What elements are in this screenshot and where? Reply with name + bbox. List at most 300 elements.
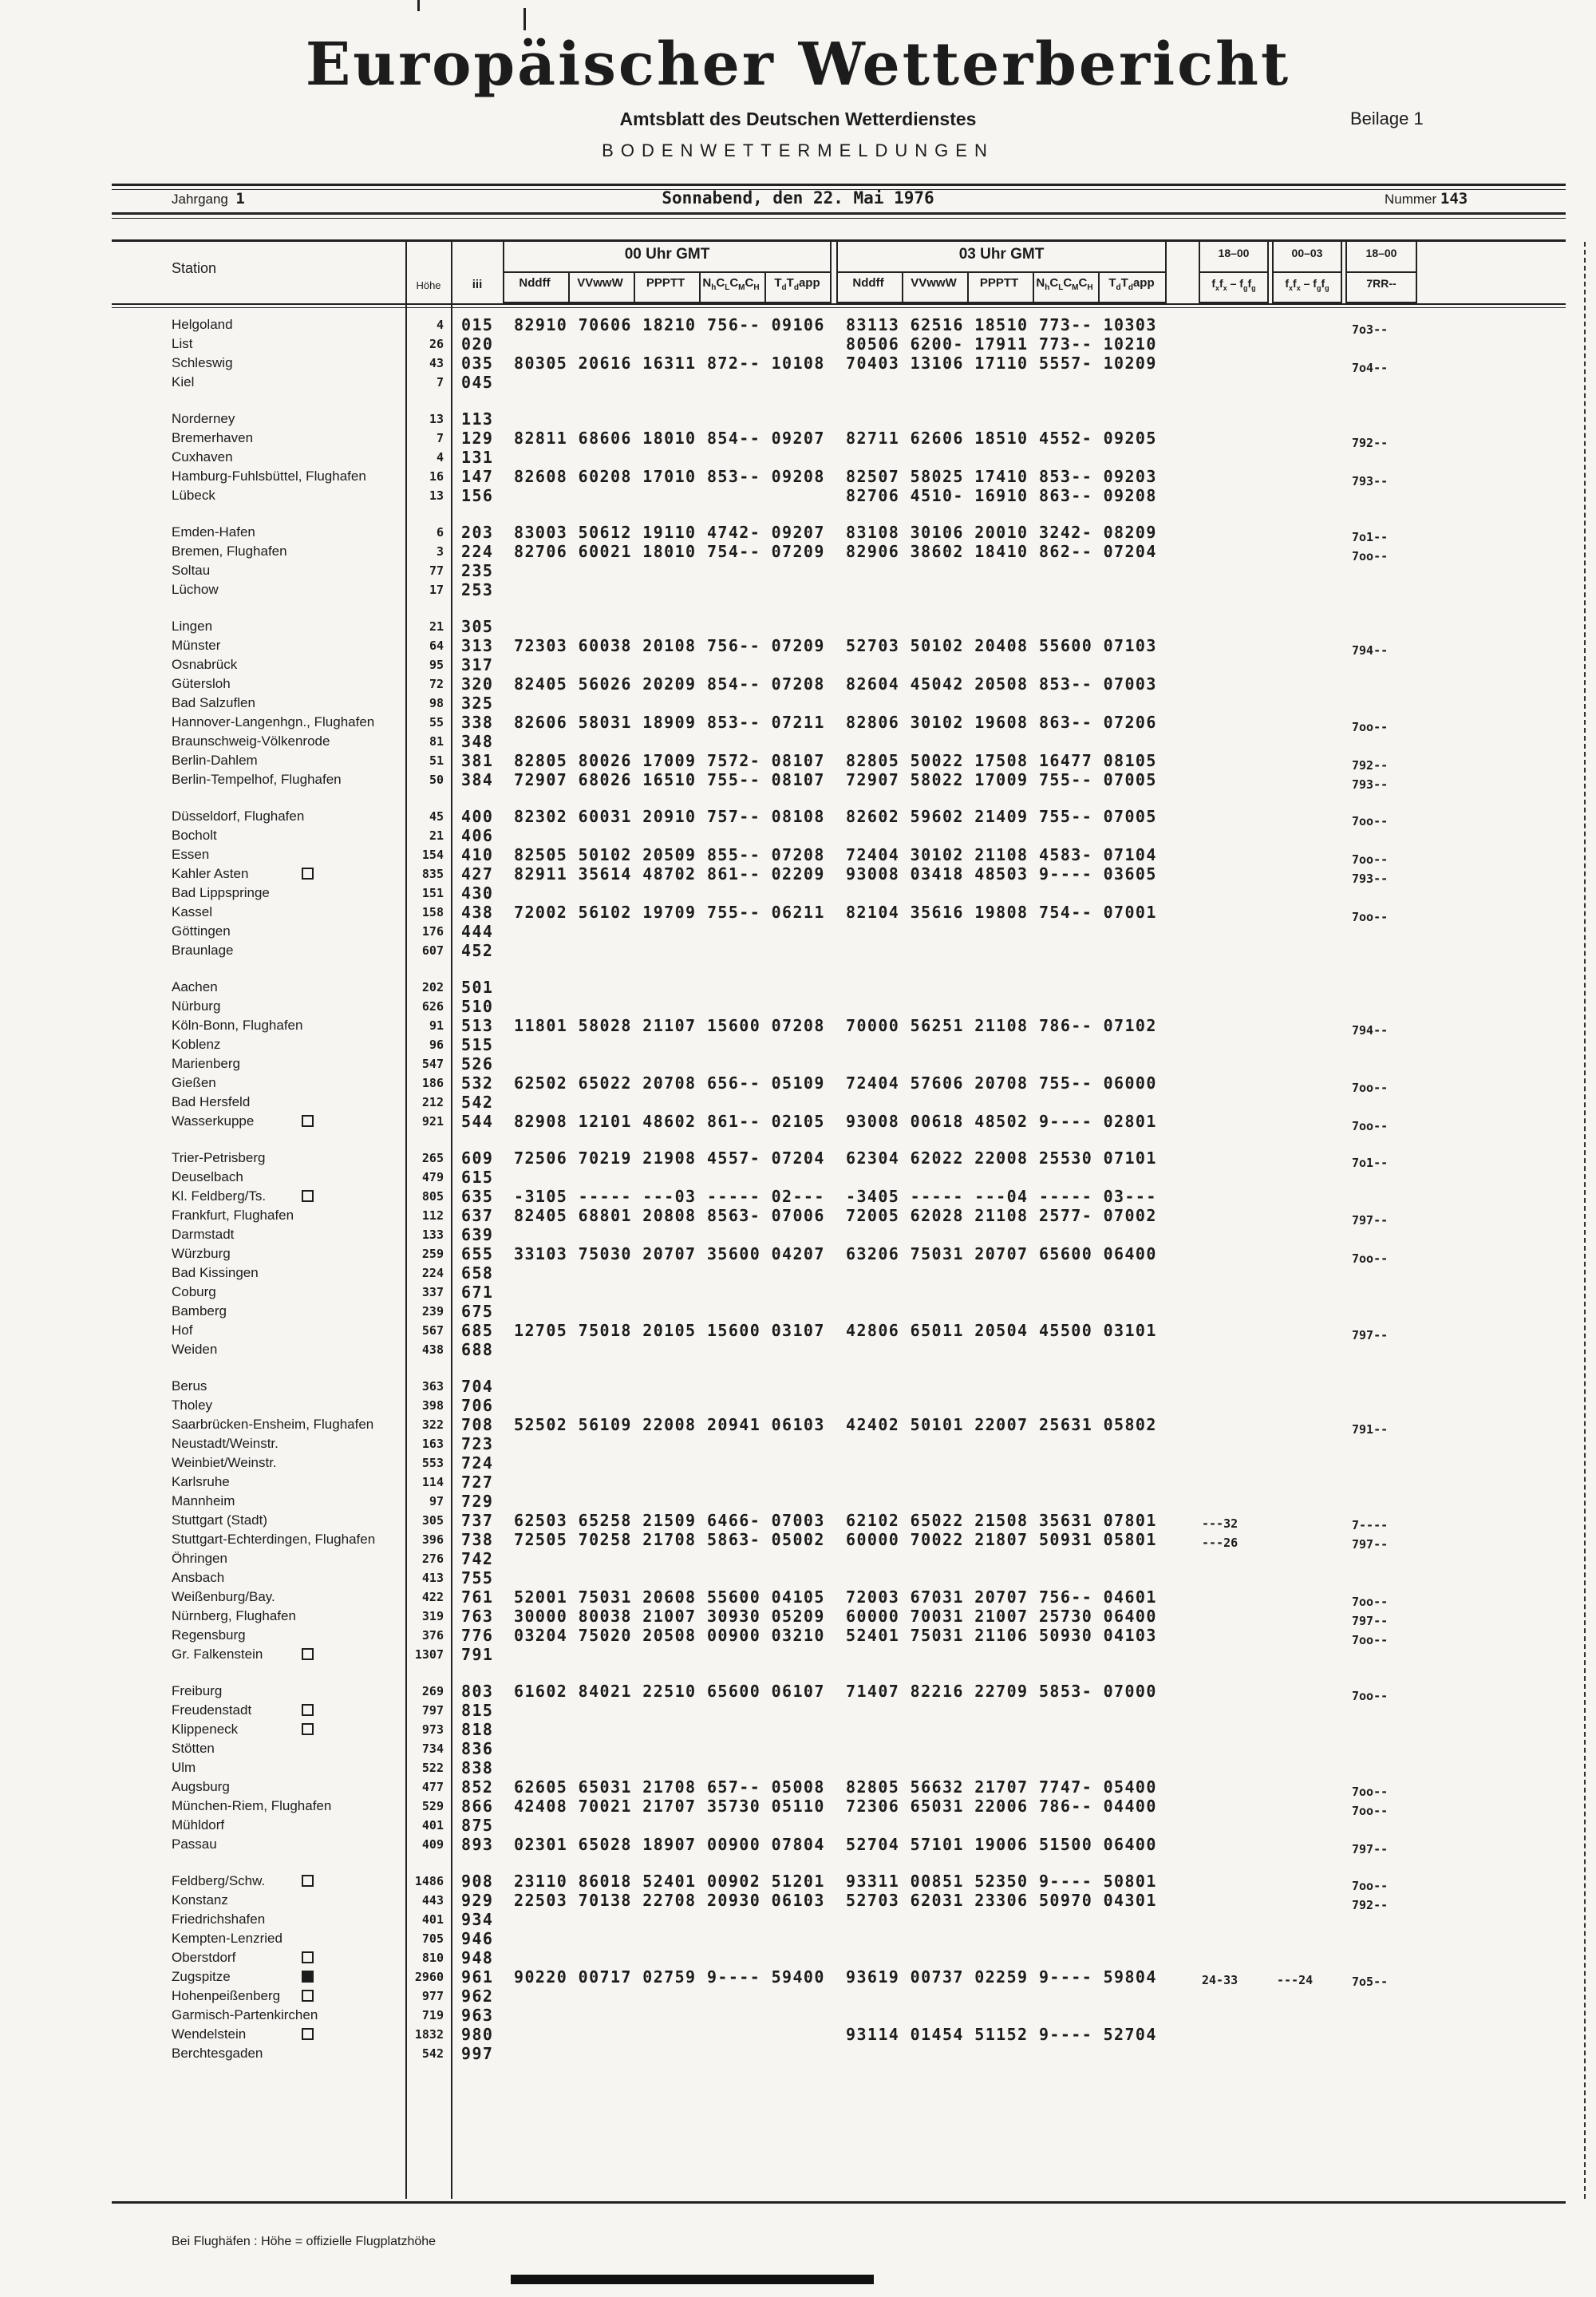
precip-7rr: 7oo--: [1352, 1785, 1389, 1799]
station-name: Friedrichshafen: [172, 1912, 266, 1927]
station-number: 708: [461, 1415, 494, 1434]
table-row: [112, 1396, 1566, 1415]
group-gap: [112, 1664, 1566, 1682]
code-header-fxfg: [1272, 277, 1342, 292]
table-row: [112, 1340, 1566, 1359]
obs-00-gmt: 82811 68606 18010 854-- 09207: [514, 429, 825, 448]
station-elevation: 607: [421, 943, 444, 958]
station-name: Wendelstein: [172, 2026, 247, 2042]
station-number: 020: [461, 334, 494, 354]
obs-00-gmt: 30000 80038 21007 30930 05209: [514, 1607, 825, 1626]
precip-7rr: 793--: [1352, 777, 1389, 792]
table-bottom-rule: [112, 2201, 1566, 2204]
station-name: Mühldorf: [172, 1817, 225, 1832]
table-row: [112, 580, 1566, 599]
obs-00-gmt: 72303 60038 20108 756-- 07209: [514, 636, 825, 655]
table-row: [112, 1206, 1566, 1228]
station-elevation: 626: [421, 999, 444, 1014]
subcol-vvwww: VVwwW: [577, 276, 623, 290]
station-number: 980: [461, 2025, 494, 2044]
station-number: 203: [461, 523, 494, 542]
station-number: 444: [461, 922, 494, 941]
group-gap: [112, 1131, 1566, 1148]
obs-03-gmt: 82805 56632 21707 7747- 05400: [846, 1777, 1157, 1797]
obs-00-gmt: 02301 65028 18907 00900 07804: [514, 1835, 825, 1854]
station-marker-icon: [302, 868, 314, 880]
station-elevation: 322: [421, 1417, 444, 1432]
obs-00-gmt: 82805 80026 17009 7572- 08107: [514, 751, 825, 770]
station-name: Weiden: [172, 1342, 218, 1357]
precip-7rr: 7oo--: [1352, 1633, 1389, 1647]
station-number: 438: [461, 903, 494, 922]
sym-c: C: [745, 276, 754, 290]
station-elevation: 13: [429, 412, 444, 426]
code-header-7rr: 7RR--: [1366, 277, 1396, 290]
station-name: Gütersloh: [172, 676, 231, 691]
section-title: BODENWETTERMELDUNGEN: [602, 140, 994, 160]
station-elevation: 276: [421, 1552, 444, 1566]
station-name: Würzburg: [172, 1246, 231, 1261]
station-elevation: 547: [421, 1057, 444, 1071]
station-name: Cuxhaven: [172, 449, 233, 465]
station-name: Oberstdorf: [172, 1950, 236, 1965]
station-name: München-Riem, Flughafen: [172, 1798, 332, 1813]
obs-00-gmt: 80305 20616 16311 872-- 10108: [514, 354, 825, 373]
station-name: Osnabrück: [172, 657, 238, 672]
obs-00-gmt: 82405 56026 20209 854-- 07208: [514, 674, 825, 694]
sym-hh: H: [1087, 283, 1093, 292]
table-row: [112, 2025, 1566, 2044]
precip-7rr: 797--: [1352, 1842, 1389, 1856]
station-elevation: 259: [421, 1247, 444, 1261]
table-row: [112, 1530, 1566, 1552]
station-number: 410: [461, 845, 494, 864]
station-elevation: 973: [421, 1722, 444, 1737]
station-name: Berchtesgaden: [172, 2046, 263, 2061]
group-gap: [112, 789, 1566, 807]
obs-03-gmt: 82604 45042 20508 853-- 07003: [846, 674, 1157, 694]
station-elevation: 398: [421, 1398, 444, 1413]
station-name: Essen: [172, 847, 210, 862]
table-row: [112, 1948, 1566, 1967]
obs-00-gmt: 82606 58031 18909 853-- 07211: [514, 713, 825, 732]
sym-app: app: [1132, 276, 1155, 290]
precip-7rr: 7----: [1352, 1518, 1389, 1532]
table-row: [112, 523, 1566, 542]
station-elevation: 977: [421, 1989, 444, 2003]
sym-l: L: [725, 283, 730, 292]
table-row: [112, 467, 1566, 486]
table-row: [112, 1415, 1566, 1437]
table-row: [112, 1701, 1566, 1720]
group-gap: [112, 1359, 1566, 1377]
station-name: Hannover-Langenhgn., Flughafen: [172, 714, 375, 729]
group-gap: [112, 1854, 1566, 1872]
sym-x: x: [1289, 283, 1294, 292]
station-name: Neustadt/Weinstr.: [172, 1436, 279, 1451]
station-name: Koblenz: [172, 1037, 221, 1052]
station-number: 253: [461, 580, 494, 599]
sym-dash: –: [1230, 277, 1237, 290]
table-row: [112, 978, 1566, 997]
station-name: Münster: [172, 638, 221, 653]
station-elevation: 98: [429, 696, 444, 710]
station-elevation: 269: [421, 1684, 444, 1698]
station-elevation: 26: [429, 337, 444, 351]
station-elevation: 4: [436, 318, 444, 332]
sym-dash: –: [1303, 277, 1310, 290]
subcol-clouds: [699, 276, 763, 292]
station-elevation: 479: [421, 1170, 444, 1184]
obs-00-gmt: 82302 60031 20910 757-- 08108: [514, 807, 825, 826]
volume-value: 1: [235, 190, 245, 208]
station-number: 045: [461, 373, 494, 392]
precip-7rr: 792--: [1352, 1898, 1389, 1912]
sym-t: T: [774, 276, 782, 290]
station-name: Schleswig: [172, 355, 233, 370]
station-name: Kiel: [172, 374, 195, 389]
obs-03-gmt: 93008 00618 48502 9---- 02801: [846, 1112, 1157, 1131]
station-name: Emden-Hafen: [172, 524, 255, 540]
station-number: 113: [461, 409, 494, 429]
table-row: [112, 1434, 1566, 1453]
obs-03-gmt: 93114 01454 51152 9---- 52704: [846, 2025, 1157, 2044]
station-number: 400: [461, 807, 494, 826]
station-number: 723: [461, 1434, 494, 1453]
group-header-00gmt: 00 Uhr GMT: [624, 246, 710, 263]
obs-03-gmt: 52704 57101 19006 51500 06400: [846, 1835, 1157, 1854]
table-row: [112, 2044, 1566, 2063]
obs-00-gmt: 90220 00717 02759 9---- 59400: [514, 1967, 825, 1987]
obs-00-gmt: 72506 70219 21908 4557- 07204: [514, 1148, 825, 1168]
station-elevation: 50: [429, 773, 444, 787]
table-row: [112, 315, 1566, 337]
station-name: Gr. Falkenstein: [172, 1647, 263, 1662]
station-name: Darmstadt: [172, 1227, 235, 1242]
sym-h: h: [711, 283, 717, 292]
station-number: 962: [461, 1987, 494, 2006]
subcol-dewpoint: [764, 276, 830, 292]
obs-03-gmt: 82806 30102 19608 863-- 07206: [846, 713, 1157, 732]
table-row: [112, 807, 1566, 826]
station-elevation: 45: [429, 809, 444, 824]
table-row: [112, 864, 1566, 884]
station-number: 325: [461, 694, 494, 713]
table-row: [112, 903, 1566, 922]
station-number: 615: [461, 1168, 494, 1187]
station-number: 815: [461, 1701, 494, 1720]
obs-03-gmt: 93311 00851 52350 9---- 50801: [846, 1872, 1157, 1891]
station-elevation: 797: [421, 1703, 444, 1718]
station-number: 515: [461, 1035, 494, 1054]
station-elevation: 21: [429, 619, 444, 634]
station-name: Karlsruhe: [172, 1474, 230, 1489]
table-body: [112, 315, 1566, 2063]
station-number: 635: [461, 1187, 494, 1206]
station-number: 934: [461, 1910, 494, 1929]
column-header-iii: iii: [472, 278, 483, 291]
precip-7rr: 7oo--: [1352, 720, 1389, 734]
subcol-nddff: Nddff: [519, 276, 551, 290]
table-row: [112, 486, 1566, 505]
table-row: [112, 1321, 1566, 1340]
station-name: Lüchow: [172, 582, 219, 597]
header-bottom-rule-2: [112, 307, 1566, 308]
station-name: Berlin-Dahlem: [172, 753, 258, 768]
station-elevation: 154: [421, 848, 444, 862]
station-elevation: 1307: [414, 1647, 444, 1662]
obs-03-gmt: 70000 56251 21108 786-- 07102: [846, 1016, 1157, 1035]
time-header-00-03: 00–03: [1291, 247, 1323, 259]
table-row: [112, 2006, 1566, 2025]
sym-x: x: [1215, 283, 1220, 292]
table-row: [112, 1054, 1566, 1073]
station-name: Berlin-Tempelhof, Flughafen: [172, 772, 342, 787]
sym-c: C: [716, 276, 725, 290]
station-elevation: 176: [421, 924, 444, 939]
wind-00-03: ---24: [1277, 1973, 1314, 1987]
station-number: 875: [461, 1816, 494, 1835]
station-elevation: 112: [421, 1208, 444, 1223]
obs-03-gmt: 72907 58022 17009 755-- 07005: [846, 770, 1157, 789]
station-number: 818: [461, 1720, 494, 1739]
station-number: 791: [461, 1645, 494, 1664]
obs-00-gmt: 82908 12101 48602 861-- 02105: [514, 1112, 825, 1131]
station-number: 430: [461, 884, 494, 903]
station-number: 724: [461, 1453, 494, 1473]
table-row: [112, 1016, 1566, 1038]
table-row: [112, 1302, 1566, 1321]
station-name: Kassel: [172, 904, 213, 919]
station-elevation: 265: [421, 1151, 444, 1165]
time-header-18-00b: 18–00: [1365, 247, 1397, 259]
station-elevation: 77: [429, 563, 444, 578]
station-number: 755: [461, 1568, 494, 1587]
table-row: [112, 826, 1566, 845]
precip-7rr: 797--: [1352, 1328, 1389, 1342]
station-name: Ansbach: [172, 1570, 225, 1585]
station-name: Passau: [172, 1836, 217, 1852]
table-row: [112, 1739, 1566, 1758]
station-elevation: 719: [421, 2008, 444, 2022]
table-row: [112, 1377, 1566, 1396]
station-elevation: 7: [436, 431, 444, 445]
station-marker-icon: [302, 2028, 314, 2040]
station-number: 836: [461, 1739, 494, 1758]
obs-03-gmt: 93619 00737 02259 9---- 59804: [846, 1967, 1157, 1987]
issue-date: Sonnabend, den 22. Mai 1976: [662, 188, 934, 208]
station-name: Braunlage: [172, 943, 234, 958]
sym-t: T: [1120, 276, 1128, 290]
precip-7rr: 791--: [1352, 1422, 1389, 1437]
table-row: [112, 1263, 1566, 1283]
obs-00-gmt: 72907 68026 16510 755-- 08107: [514, 770, 825, 789]
precip-7rr: 7oo--: [1352, 1879, 1389, 1893]
table-row: [112, 1549, 1566, 1568]
station-name: Gießen: [172, 1075, 216, 1090]
sym-h: h: [1045, 283, 1050, 292]
obs-03-gmt: 82104 35616 19808 754-- 07001: [846, 903, 1157, 922]
station-number: 963: [461, 2006, 494, 2025]
issue-number-value: 143: [1440, 190, 1468, 208]
masthead-rule-bottom: [112, 212, 1566, 219]
obs-03-gmt: 72404 57606 20708 755-- 06000: [846, 1073, 1157, 1093]
station-name: Nürnberg, Flughafen: [172, 1608, 296, 1623]
station-elevation: 55: [429, 715, 444, 729]
sym-f: f: [1247, 277, 1252, 290]
station-elevation: 443: [421, 1893, 444, 1908]
station-number: 384: [461, 770, 494, 789]
station-number: 452: [461, 941, 494, 960]
obs-03-gmt: 62102 65022 21508 35631 07801: [846, 1511, 1157, 1530]
station-elevation: 51: [429, 753, 444, 768]
station-number: 639: [461, 1225, 494, 1244]
station-number: 948: [461, 1948, 494, 1967]
station-marker-icon: [302, 1704, 314, 1716]
station-number: 893: [461, 1835, 494, 1854]
station-name: Kl. Feldberg/Ts.: [172, 1188, 267, 1204]
precip-7rr: 7oo--: [1352, 1595, 1389, 1609]
obs-03-gmt: 82706 4510- 16910 863-- 09208: [846, 486, 1157, 505]
station-name: Zugspitze: [172, 1969, 231, 1984]
station-name: Stuttgart-Echterdingen, Flughafen: [172, 1532, 376, 1547]
obs-03-gmt: 60000 70031 21007 25730 06400: [846, 1607, 1157, 1626]
sym-d: d: [1116, 283, 1121, 292]
station-marker-icon: [302, 1648, 314, 1660]
station-name: Freiburg: [172, 1683, 223, 1698]
station-elevation: 43: [429, 356, 444, 370]
station-number: 526: [461, 1054, 494, 1073]
obs-03-gmt: 72404 30102 21108 4583- 07104: [846, 845, 1157, 864]
station-number: 532: [461, 1073, 494, 1093]
wind-18-00: ---26: [1202, 1536, 1238, 1550]
precip-7rr: 797--: [1352, 1614, 1389, 1628]
table-row: [112, 713, 1566, 732]
station-name: Frankfurt, Flughafen: [172, 1208, 294, 1223]
wind-18-00: 24-33: [1202, 1973, 1238, 1987]
station-name: Braunschweig-Völkenrode: [172, 733, 330, 749]
obs-03-gmt: 93008 03418 48503 9---- 03605: [846, 864, 1157, 884]
station-name: Freudenstadt: [172, 1702, 252, 1718]
table-row: [112, 732, 1566, 751]
block-divider: [1347, 271, 1416, 273]
obs-03-gmt: 42806 65011 20504 45500 03101: [846, 1321, 1157, 1340]
obs-03-gmt: 83113 62516 18510 773-- 10303: [846, 315, 1157, 334]
station-number: 609: [461, 1148, 494, 1168]
station-name: Bocholt: [172, 828, 217, 843]
station-name: Feldberg/Schw.: [172, 1873, 266, 1888]
sym-x: x: [1296, 283, 1301, 292]
table-row: [112, 409, 1566, 429]
table-row: [112, 845, 1566, 867]
station-elevation: 337: [421, 1285, 444, 1299]
station-marker-icon: [302, 1190, 314, 1202]
station-elevation: 239: [421, 1304, 444, 1319]
footnote: Bei Flughäfen : Höhe = offizielle Flugplatzhöhe: [172, 2235, 437, 2248]
station-elevation: 64: [429, 638, 444, 653]
precip-7rr: 797--: [1352, 1213, 1389, 1228]
station-name: Marienberg: [172, 1056, 240, 1071]
obs-03-gmt: 70403 13106 17110 5557- 10209: [846, 354, 1157, 373]
station-name: Wasserkuppe: [172, 1113, 255, 1129]
table-row: [112, 751, 1566, 773]
obs-00-gmt: 62502 65022 20708 656-- 05109: [514, 1073, 825, 1093]
station-name: Klippeneck: [172, 1722, 239, 1737]
time-header-18-00: 18–00: [1218, 247, 1250, 259]
station-elevation: 212: [421, 1095, 444, 1109]
station-name: Deuselbach: [172, 1169, 243, 1184]
station-elevation: 529: [421, 1799, 444, 1813]
station-elevation: 542: [421, 2046, 444, 2061]
station-elevation: 413: [421, 1571, 444, 1585]
table-row: [112, 1093, 1566, 1112]
station-elevation: 376: [421, 1628, 444, 1643]
station-name: Helgoland: [172, 317, 233, 332]
station-number: 688: [461, 1340, 494, 1359]
station-name: Augsburg: [172, 1779, 230, 1794]
obs-00-gmt: 82911 35614 48702 861-- 02209: [514, 864, 825, 884]
obs-00-gmt: 23110 86018 52401 00902 51201: [514, 1872, 825, 1891]
table-row: [112, 1929, 1566, 1948]
station-elevation: 91: [429, 1018, 444, 1033]
header-bottom-rule: [112, 303, 1566, 305]
station-name: Bad Hersfeld: [172, 1094, 251, 1109]
table-row: [112, 561, 1566, 580]
observations-table: [112, 239, 1566, 2204]
station-name: List: [172, 336, 193, 351]
station-name: Düsseldorf, Flughafen: [172, 808, 305, 824]
obs-00-gmt: 03204 75020 20508 00900 03210: [514, 1626, 825, 1645]
table-row: [112, 1244, 1566, 1266]
station-name: Weinbiet/Weinstr.: [172, 1455, 277, 1470]
station-number: 929: [461, 1891, 494, 1910]
station-elevation: 151: [421, 886, 444, 900]
obs-00-gmt: 12705 75018 20105 15600 03107: [514, 1321, 825, 1340]
sym-l: L: [1058, 283, 1064, 292]
station-elevation: 805: [421, 1189, 444, 1204]
station-elevation: 13: [429, 488, 444, 503]
station-number: 320: [461, 674, 494, 694]
table-row: [112, 941, 1566, 960]
station-name: Trier-Petrisberg: [172, 1150, 266, 1165]
precip-7rr: 7oo--: [1352, 814, 1389, 828]
table-row: [112, 1758, 1566, 1777]
precip-7rr: 7oo--: [1352, 852, 1389, 867]
sym-c: C: [729, 276, 739, 290]
station-elevation: 396: [421, 1532, 444, 1547]
station-marker-icon: [302, 1723, 314, 1735]
station-name: Lingen: [172, 619, 213, 634]
obs-00-gmt: 82608 60208 17010 853-- 09208: [514, 467, 825, 486]
table-row: [112, 1112, 1566, 1131]
station-elevation: 163: [421, 1437, 444, 1451]
station-number: 015: [461, 315, 494, 334]
obs-03-gmt: 80506 6200- 17911 773-- 10210: [846, 334, 1157, 354]
precip-7rr: 794--: [1352, 643, 1389, 658]
obs-00-gmt: 52502 56109 22008 20941 06103: [514, 1415, 825, 1434]
obs-00-gmt: 72002 56102 19709 755-- 06211: [514, 903, 825, 922]
issue-number-text: Nummer: [1385, 192, 1437, 207]
block-divider: [1274, 271, 1341, 273]
table-row: [112, 1645, 1566, 1664]
table-row: [112, 997, 1566, 1016]
station-elevation: 401: [421, 1912, 444, 1927]
station-name: Regensburg: [172, 1627, 246, 1643]
station-elevation: 3: [436, 544, 444, 559]
station-name: Bamberg: [172, 1303, 227, 1319]
station-number: 706: [461, 1396, 494, 1415]
obs-00-gmt: 62503 65258 21509 6466- 07003: [514, 1511, 825, 1530]
